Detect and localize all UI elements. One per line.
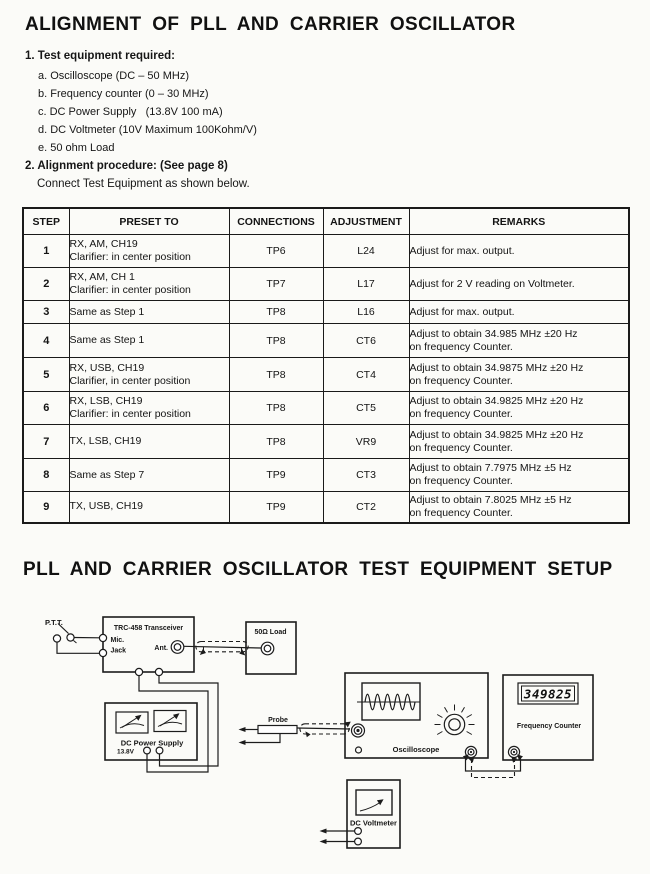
power-wires xyxy=(139,676,218,772)
voltmeter-terminal xyxy=(355,828,362,835)
col-adjustment: ADJUSTMENT xyxy=(323,208,409,235)
col-preset: PRESET TO xyxy=(69,208,229,235)
table-row: 5 RX, USB, CH19 Clarifier, in center position TP8 CT4 Adjust to obtain 34.9875 MHz ±20 Hz on frequency Counter. xyxy=(23,358,629,392)
col-connections: CONNECTIONS xyxy=(229,208,323,235)
dc-terminal xyxy=(135,668,142,675)
equipment-section xyxy=(25,50,257,157)
table-header-row xyxy=(23,208,629,235)
voltmeter-box xyxy=(320,780,401,848)
analog-meter-icon xyxy=(154,711,186,732)
equipment-item-b: b. Frequency counter (0 – 30 MHz) xyxy=(38,88,209,100)
frequency-counter-box xyxy=(503,675,593,760)
procedure-heading: 2. Alignment procedure: (See page 8) xyxy=(25,160,228,172)
col-remarks: REMARKS xyxy=(409,208,629,235)
analog-meter-icon xyxy=(116,712,148,733)
setup-diagram xyxy=(0,598,650,874)
mic-jack-terminal xyxy=(99,634,106,641)
ant-label: Ant. xyxy=(154,645,168,652)
mic-jack-terminal xyxy=(99,649,106,656)
supply-terminal xyxy=(144,747,151,754)
table-row: 9 TX, USB, CH19 TP9 CT2 Adjust to obtain 7.8025 MHz ±5 Hz on frequency Counter. xyxy=(23,492,629,523)
analog-meter-icon xyxy=(356,790,392,815)
transceiver-label: TRC-458 Transceiver xyxy=(113,625,184,632)
scope-counter-cable xyxy=(463,754,523,777)
counter-reading: 349825 xyxy=(523,686,573,702)
table-row: 1 RX, AM, CH19 Clarifier: in center position TP6 L24 Adjust for max. output. xyxy=(23,235,629,268)
table-row: 7 TX, LSB, CH19 TP8 VR9 Adjust to obtain 34.9825 MHz ±20 Hz on frequency Counter. xyxy=(23,425,629,459)
voltmeter-arrows xyxy=(320,829,355,845)
probe-label: Probe xyxy=(268,717,288,724)
equipment-heading: 1. Test equipment required: xyxy=(25,50,175,62)
table-row: 6 RX, LSB, CH19 Clarifier: in center position TP8 CT5 Adjust to obtain 34.9825 MHz ±20 Hz on frequency Counter. xyxy=(23,392,629,425)
ant-connector xyxy=(171,641,184,654)
power-supply-box xyxy=(105,703,197,760)
page-title: ALIGNMENT OF PLL AND CARRIER OSCILLATOR xyxy=(25,14,516,35)
equipment-item-d: d. DC Voltmeter (10V Maximum 100Kohm/V) xyxy=(38,124,257,136)
col-step: STEP xyxy=(23,208,69,235)
supply-terminal xyxy=(156,747,163,754)
ant-load-coax-cable xyxy=(184,642,261,656)
alignment-table xyxy=(22,207,630,524)
power-supply-label: DC Power Supply xyxy=(120,738,184,748)
equipment-item-e: e. 50 ohm Load xyxy=(38,142,115,154)
table-row: 8 Same as Step 7 TP9 CT3 Adjust to obtain 7.7975 MHz ±5 Hz on frequency Counter. xyxy=(23,459,629,492)
mic-label: Mic. xyxy=(110,637,125,644)
load-connector xyxy=(261,642,274,655)
equipment-item-c: c. DC Power Supply (13.8V 100 mA) xyxy=(38,106,223,118)
voltmeter-terminal xyxy=(355,838,362,845)
oscilloscope-label: Oscilloscope xyxy=(392,745,440,754)
voltmeter-label: DC Voltmeter xyxy=(350,818,397,828)
dc-terminal xyxy=(155,668,162,675)
probe-coax-cable xyxy=(297,722,351,738)
frequency-counter-label: Frequency Counter xyxy=(516,723,582,730)
jack-label: Jack xyxy=(110,647,127,655)
transceiver-box xyxy=(99,617,194,676)
load-label: 50Ω Load xyxy=(254,629,287,636)
ptt-label: P.T.T. xyxy=(45,618,63,627)
setup-title: PLL AND CARRIER OSCILLATOR TEST EQUIPMENT SETUP xyxy=(23,559,613,580)
intensity-knob xyxy=(435,705,475,735)
table-row: 2 RX, AM, CH 1 Clarifier: in center position TP7 L17 Adjust for 2 V reading on Voltmeter. xyxy=(23,268,629,301)
table-row: 3 Same as Step 1 TP8 L16 Adjust for max. output. xyxy=(23,301,629,324)
table-row: 4 Same as Step 1 TP8 CT6 Adjust to obtain 34.985 MHz ±20 Hz on frequency Counter. xyxy=(23,324,629,358)
procedure-note: Connect Test Equipment as shown below. xyxy=(37,178,250,190)
procedure-section xyxy=(25,160,250,190)
scope-power-light xyxy=(356,747,362,753)
equipment-item-a: a. Oscilloscope (DC – 50 MHz) xyxy=(38,70,189,82)
probe xyxy=(239,717,351,745)
supply-voltage-label: 13.8V xyxy=(117,748,134,756)
scope-input-connector xyxy=(352,724,365,737)
oscilloscope-box xyxy=(345,673,488,758)
ptt-switch xyxy=(45,618,100,653)
